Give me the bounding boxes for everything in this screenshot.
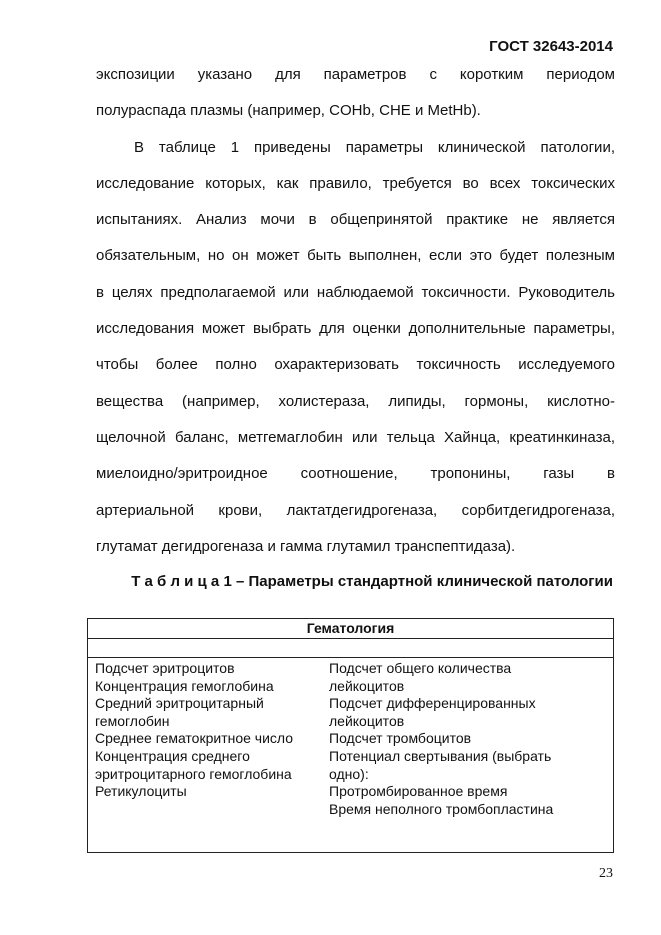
table-cell: гемоглобин <box>95 712 170 729</box>
table-cell: одно): <box>329 765 369 782</box>
page-number: 23 <box>599 866 613 881</box>
body-text <box>96 57 615 565</box>
table-body <box>88 658 613 818</box>
table-column-left <box>88 660 327 818</box>
table-cell: Концентрация среднего <box>95 747 250 764</box>
text-line: испытаниях. Анализ мочи в общепринятой практике не является <box>96 211 615 229</box>
table-column-right <box>327 660 613 818</box>
table-cell: Концентрация гемоглобина <box>95 677 274 694</box>
text-line: полураспада плазмы (например, COHb, CHE и MetHb). <box>96 102 481 120</box>
table-caption: Т а б л и ц а 1 – Параметры стандартной клинической патологии <box>131 573 613 590</box>
table-header: Гематология <box>88 619 613 639</box>
table-cell: Подсчет дифференцированных <box>329 695 536 712</box>
table-cell: эритроцитарного гемоглобина <box>95 765 292 782</box>
text-line: щелочной баланс, метгемаглобин или тельца Хайнца, креатинкиназа, <box>96 428 615 446</box>
text-line: миелоидно/эритроидное соотношение, тропонины, газы в <box>96 465 615 483</box>
text-line: исследования может выбрать для оценки дополнительные параметры, <box>96 320 615 338</box>
parameters-table <box>87 618 614 853</box>
text-line: вещества (например, холистераза, липиды, гормоны, кислотно- <box>96 392 615 410</box>
table-cell: Ретикулоциты <box>95 783 187 800</box>
text-line: обязательным, но он может быть выполнен, если это будет полезным <box>96 247 615 265</box>
table-cell: Время неполного тромбопластина <box>329 800 554 817</box>
table-cell: лейкоцитов <box>329 712 405 729</box>
table-cell: Подсчет тромбоцитов <box>329 730 472 747</box>
text-line: артериальной крови, лактатдегидрогеназа, сорбитдегидрогеназа, <box>96 501 615 519</box>
table-cell: Подсчет эритроцитов <box>95 660 235 676</box>
table-cell: Подсчет общего количества <box>329 660 512 676</box>
table-cell: Средний эритроцитарный <box>95 695 264 712</box>
document-code: ГОСТ 32643-2014 <box>489 38 613 55</box>
text-line: исследование которых, как правило, требуется во всех токсических <box>96 174 615 192</box>
table-cell: Протромбированное время <box>329 783 508 800</box>
text-line: В таблице 1 приведены параметры клинической патологии, <box>134 138 615 156</box>
text-line: глутамат дегидрогеназа и гамма глутамил транспептидаза). <box>96 537 516 555</box>
table-cell: Потенциал свертывания (выбрать <box>329 747 552 764</box>
table-empty-row <box>88 639 613 658</box>
table-cell: лейкоцитов <box>329 677 405 694</box>
text-line: экспозиции указано для параметров с коротким периодом <box>96 66 615 83</box>
table-cell: Среднее гематокритное число <box>95 730 294 747</box>
text-line: чтобы более полно охарактеризовать токсичность исследуемого <box>96 356 615 374</box>
text-line: в целях предполагаемой или наблюдаемой токсичности. Руководитель <box>96 283 615 301</box>
